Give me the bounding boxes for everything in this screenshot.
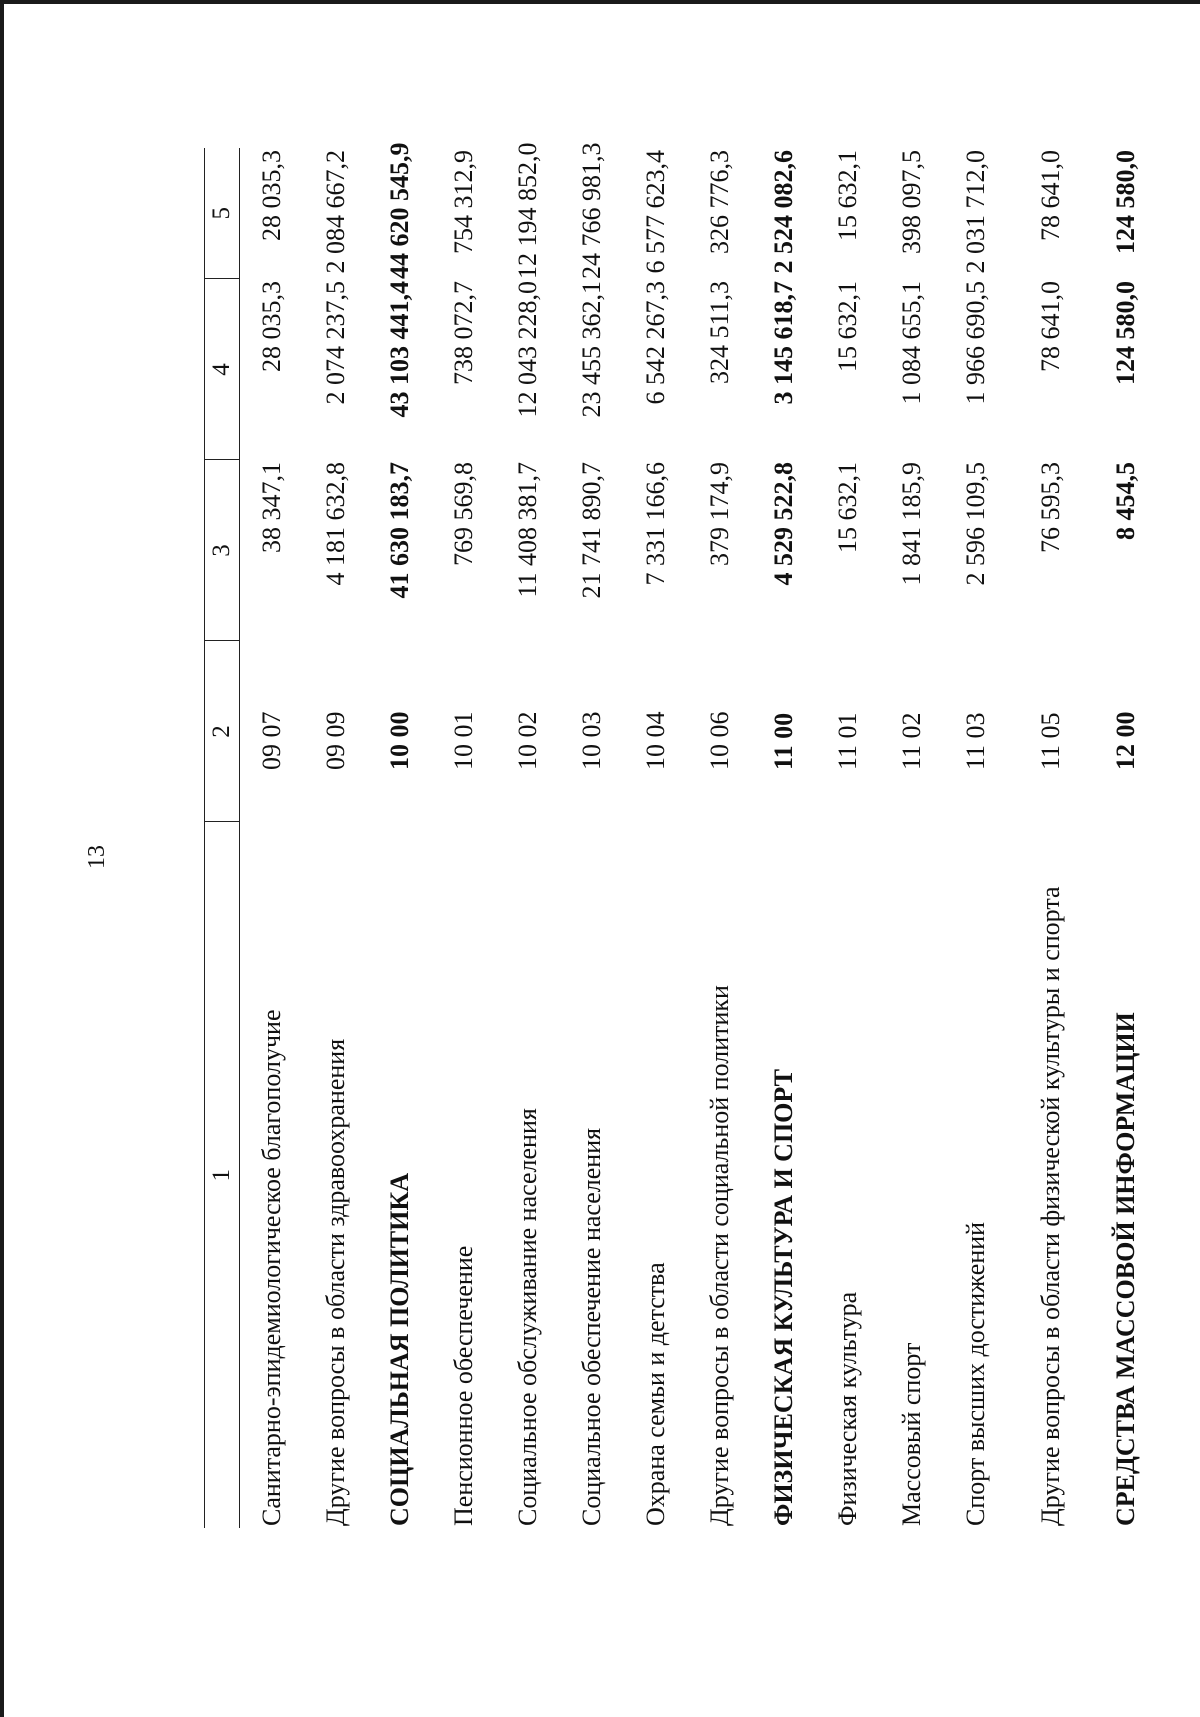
value-col3: 8 454,5 [1111, 462, 1140, 540]
value-col4: 12 043 228,0 [513, 281, 542, 418]
value-col4: 6 542 267,3 [641, 281, 670, 405]
table-row [1094, 148, 1158, 1528]
value-col3: 379 174,9 [705, 462, 734, 566]
table-row [240, 148, 305, 1528]
row-label: Санитарно-эпидемиологическое благополучие [257, 1009, 286, 1526]
value-col4: 738 072,7 [449, 281, 478, 385]
scan-edge-left [0, 0, 4, 1717]
value-col5: 44 620 545,9 [385, 142, 414, 279]
column-header: 4 [205, 279, 240, 460]
table-row [432, 148, 496, 1528]
section-code: 09 09 [321, 711, 350, 770]
value-col3: 4 181 632,8 [321, 462, 350, 586]
column-header: 1 [205, 822, 240, 1528]
value-col3: 41 630 183,7 [385, 462, 414, 599]
value-col3: 15 632,1 [833, 462, 862, 553]
section-code: 11 03 [961, 712, 990, 770]
value-col3: 7 331 166,6 [641, 462, 670, 586]
value-col5: 28 035,3 [257, 150, 286, 241]
rotated-page-content [154, 108, 1140, 1608]
value-col4: 1 084 655,1 [897, 281, 926, 405]
value-col4: 124 580,0 [1111, 281, 1140, 385]
budget-table [204, 142, 1158, 1528]
value-col3: 21 741 890,7 [577, 462, 606, 599]
row-label: Физическая культура [833, 1291, 862, 1526]
value-col5: 2 084 667,2 [321, 150, 350, 274]
column-header: 5 [205, 148, 240, 279]
value-col4: 28 035,3 [257, 281, 286, 372]
value-col5: 2 031 712,0 [961, 150, 990, 274]
row-label: Социальное обеспечение населения [577, 1127, 606, 1526]
value-col4: 15 632,1 [833, 281, 862, 372]
value-col5: 24 766 981,3 [577, 142, 606, 279]
row-label: Массовый спорт [897, 1342, 926, 1526]
value-col5: 398 097,5 [897, 150, 926, 254]
value-col4: 324 511,3 [705, 281, 734, 385]
table-body [240, 142, 1159, 1528]
table-row [1008, 148, 1094, 1528]
value-col3: 4 529 522,8 [769, 462, 798, 586]
value-col3: 769 569,8 [449, 462, 478, 566]
value-col3: 38 347,1 [257, 462, 286, 553]
section-code: 11 00 [769, 712, 798, 770]
row-label: Другие вопросы в области социальной политики [705, 985, 734, 1526]
section-code: 11 05 [1036, 712, 1065, 770]
value-col5: 12 194 852,0 [513, 142, 542, 279]
table-row [944, 148, 1008, 1528]
row-label: Другие вопросы в области здравоохранения [321, 1038, 350, 1526]
row-label: Другие вопросы в области физической культуры и спорта [1036, 886, 1065, 1526]
value-col3: 1 841 185,9 [897, 462, 926, 586]
value-col5: 754 312,9 [449, 150, 478, 254]
row-label: СРЕДСТВА МАССОВОЙ ИНФОРМАЦИИ [1111, 1012, 1140, 1526]
value-col3: 2 596 109,5 [961, 462, 990, 586]
value-col4: 3 145 618,7 [769, 281, 798, 405]
table-row [816, 148, 880, 1528]
row-label: Социальное обслуживание населения [513, 1108, 542, 1526]
row-label: СОЦИАЛЬНАЯ ПОЛИТИКА [385, 1172, 414, 1526]
value-col4: 43 103 441,4 [385, 281, 414, 418]
table-row [880, 148, 944, 1528]
row-label: Охрана семьи и детства [641, 1262, 670, 1526]
value-col3: 11 408 381,7 [513, 462, 542, 598]
value-col4: 78 641,0 [1036, 281, 1065, 372]
section-code: 12 00 [1111, 711, 1140, 770]
table-row [304, 148, 368, 1528]
section-code: 10 02 [513, 711, 542, 770]
section-code: 11 01 [833, 712, 862, 770]
value-col5: 326 776,3 [705, 150, 734, 254]
column-header: 3 [205, 460, 240, 641]
table-row [752, 148, 816, 1528]
section-code: 10 04 [641, 711, 670, 770]
section-code: 11 02 [897, 712, 926, 770]
value-col3: 76 595,3 [1036, 462, 1065, 553]
value-col5: 6 577 623,4 [641, 150, 670, 274]
scan-edge-top [0, 0, 1200, 4]
column-header: 2 [205, 641, 240, 822]
table-row [688, 148, 752, 1528]
row-label: Спорт высших достижений [961, 1221, 990, 1526]
value-col4: 23 455 362,1 [577, 281, 606, 418]
value-col4: 2 074 237,5 [321, 281, 350, 405]
value-col5: 15 632,1 [833, 150, 862, 241]
value-col5: 124 580,0 [1111, 150, 1140, 254]
section-code: 10 06 [705, 711, 734, 770]
row-label: Пенсионное обеспечение [449, 1245, 478, 1526]
table-row [496, 148, 560, 1528]
section-code: 09 07 [257, 711, 286, 770]
value-col5: 2 524 082,6 [769, 150, 798, 274]
table-row [560, 148, 624, 1528]
row-label: ФИЗИЧЕСКАЯ КУЛЬТУРА И СПОРТ [769, 1069, 798, 1526]
table-row [368, 148, 432, 1528]
header-row [205, 148, 240, 1528]
table-row [624, 148, 688, 1528]
section-code: 10 00 [385, 711, 414, 770]
section-code: 10 01 [449, 711, 478, 770]
value-col5: 78 641,0 [1036, 150, 1065, 241]
value-col4: 1 966 690,5 [961, 281, 990, 405]
page-number: 13 [84, 845, 110, 869]
section-code: 10 03 [577, 711, 606, 770]
